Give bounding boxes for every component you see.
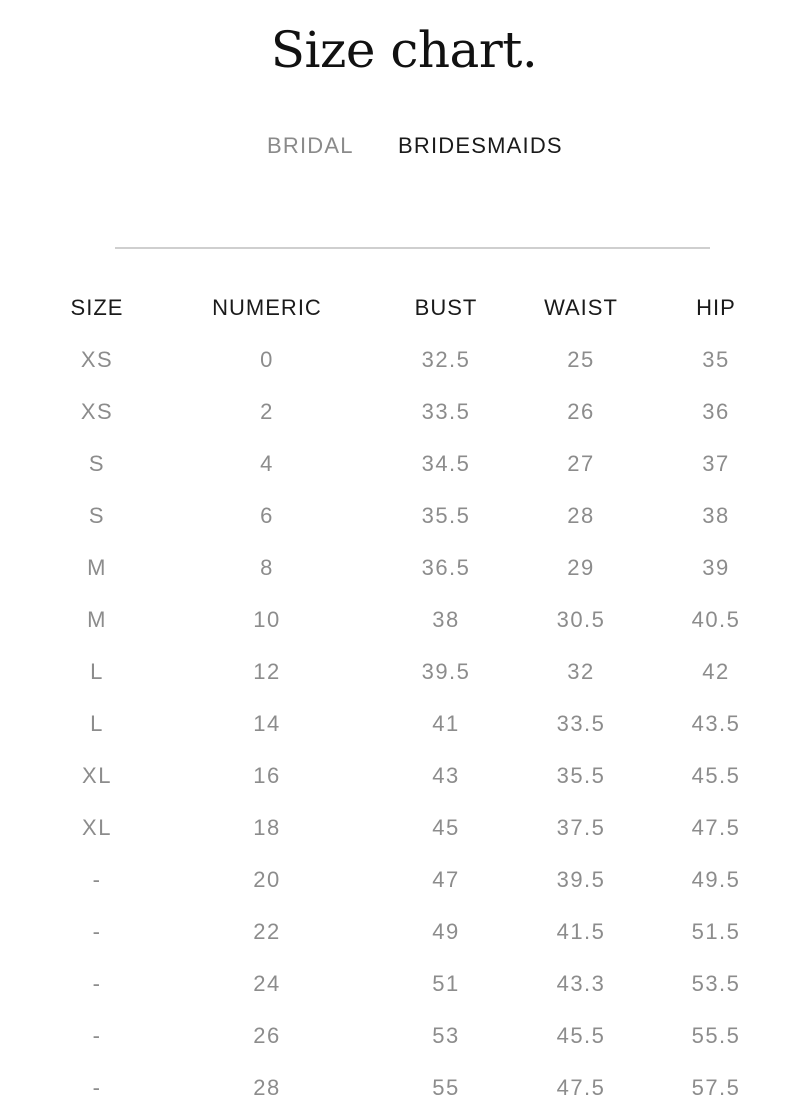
cell-hip: 51.5	[691, 919, 741, 944]
table-row	[0, 802, 808, 854]
cell-size: XS	[80, 399, 114, 424]
cell-hip: 35	[702, 347, 730, 372]
cell-waist: 25	[567, 347, 595, 372]
cell-numeric: 8	[260, 555, 274, 580]
header-waist: WAIST	[544, 295, 618, 320]
cell-hip: 38	[702, 503, 730, 528]
size-table	[0, 282, 808, 1114]
cell-numeric: 6	[260, 503, 274, 528]
cell-bust: 53	[432, 1023, 460, 1048]
cell-bust: 39.5	[421, 659, 471, 684]
table-row	[0, 334, 808, 386]
cell-numeric: 26	[253, 1023, 281, 1048]
cell-hip: 36	[702, 399, 730, 424]
size-chart-tabs	[0, 130, 808, 162]
cell-size: S	[88, 503, 106, 528]
table-row	[0, 1010, 808, 1062]
cell-waist: 26	[567, 399, 595, 424]
cell-waist: 39.5	[556, 867, 606, 892]
cell-hip: 55.5	[691, 1023, 741, 1048]
cell-waist: 30.5	[556, 607, 606, 632]
cell-hip: 42	[702, 659, 730, 684]
cell-waist: 47.5	[556, 1075, 606, 1100]
tab-bridal[interactable]: BRIDAL	[267, 133, 354, 158]
table-row	[0, 594, 808, 646]
table-row	[0, 854, 808, 906]
cell-waist: 41.5	[556, 919, 606, 944]
tab-bridesmaids[interactable]: BRIDESMAIDS	[398, 133, 563, 158]
tab-divider	[115, 247, 710, 249]
cell-hip: 57.5	[691, 1075, 741, 1100]
cell-bust: 47	[432, 867, 460, 892]
cell-numeric: 4	[260, 451, 274, 476]
cell-numeric: 0	[260, 347, 274, 372]
cell-waist: 29	[567, 555, 595, 580]
cell-size: XL	[82, 763, 112, 788]
cell-numeric: 20	[253, 867, 281, 892]
table-header-row	[0, 282, 808, 334]
cell-numeric: 10	[253, 607, 281, 632]
cell-waist: 28	[567, 503, 595, 528]
cell-bust: 32.5	[421, 347, 471, 372]
cell-bust: 43	[432, 763, 460, 788]
cell-bust: 51	[432, 971, 460, 996]
cell-bust: 36.5	[421, 555, 471, 580]
cell-hip: 40.5	[691, 607, 741, 632]
cell-size: -	[92, 867, 102, 892]
cell-size: -	[92, 971, 102, 996]
table-row	[0, 646, 808, 698]
cell-waist: 43.3	[556, 971, 606, 996]
cell-waist: 27	[567, 451, 595, 476]
table-row	[0, 1062, 808, 1114]
cell-size: -	[92, 1075, 102, 1100]
cell-numeric: 24	[253, 971, 281, 996]
table-row	[0, 542, 808, 594]
cell-size: XS	[80, 347, 114, 372]
table-body	[0, 334, 808, 1114]
cell-bust: 33.5	[421, 399, 471, 424]
cell-hip: 39	[702, 555, 730, 580]
cell-bust: 35.5	[421, 503, 471, 528]
cell-waist: 45.5	[556, 1023, 606, 1048]
cell-bust: 38	[432, 607, 460, 632]
cell-numeric: 28	[253, 1075, 281, 1100]
cell-hip: 43.5	[691, 711, 741, 736]
cell-hip: 49.5	[691, 867, 741, 892]
table-row	[0, 386, 808, 438]
cell-hip: 37	[702, 451, 730, 476]
cell-hip: 45.5	[691, 763, 741, 788]
header-hip: HIP	[696, 295, 736, 320]
cell-waist: 32	[567, 659, 595, 684]
cell-size: L	[90, 659, 104, 684]
cell-numeric: 22	[253, 919, 281, 944]
cell-bust: 55	[432, 1075, 460, 1100]
cell-size: -	[92, 1023, 102, 1048]
cell-numeric: 14	[253, 711, 281, 736]
cell-numeric: 16	[253, 763, 281, 788]
cell-bust: 41	[432, 711, 460, 736]
cell-size: M	[87, 607, 107, 632]
cell-size: L	[90, 711, 104, 736]
cell-bust: 34.5	[421, 451, 471, 476]
table-row	[0, 906, 808, 958]
cell-size: M	[87, 555, 107, 580]
cell-size: XL	[82, 815, 112, 840]
cell-bust: 45	[432, 815, 460, 840]
table-row	[0, 490, 808, 542]
cell-size: S	[88, 451, 106, 476]
header-size: SIZE	[70, 295, 124, 320]
cell-bust: 49	[432, 919, 460, 944]
table-row	[0, 750, 808, 802]
cell-size: -	[92, 919, 102, 944]
page-title: Size chart.	[270, 21, 538, 79]
header-numeric: NUMERIC	[212, 295, 322, 320]
cell-numeric: 2	[260, 399, 274, 424]
cell-waist: 37.5	[556, 815, 606, 840]
table-row	[0, 438, 808, 490]
cell-hip: 53.5	[691, 971, 741, 996]
cell-numeric: 18	[253, 815, 281, 840]
cell-hip: 47.5	[691, 815, 741, 840]
cell-waist: 33.5	[556, 711, 606, 736]
table-row	[0, 698, 808, 750]
table-row	[0, 958, 808, 1010]
cell-waist: 35.5	[556, 763, 606, 788]
header-bust: BUST	[414, 295, 478, 320]
cell-numeric: 12	[253, 659, 281, 684]
